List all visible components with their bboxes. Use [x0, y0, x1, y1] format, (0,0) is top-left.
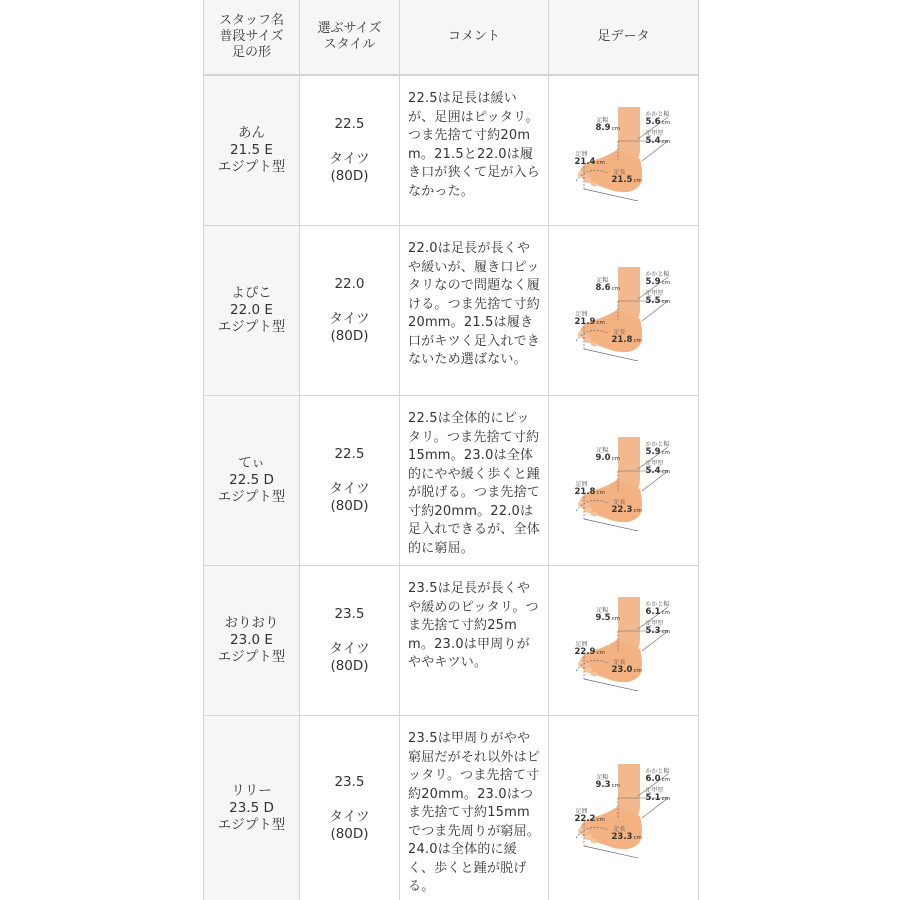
label-girth: 足囲 [575, 480, 588, 488]
foot-shape: エジプト型 [217, 816, 286, 833]
label-instep: 足甲厚 [645, 619, 664, 627]
label-width: 足幅 [596, 276, 609, 284]
label-girth: 足囲 [575, 310, 588, 318]
label-length: 足長 [613, 498, 626, 506]
table-row-4 [204, 565, 698, 715]
header-staff-line3: 足の形 [231, 45, 271, 60]
style-den: (80D) [330, 825, 369, 842]
comment-text: 23.5は足長が長くやや緩めのピッタリ。つま先捨て寸約25mm。23.0は甲周りがややキツい。 [408, 581, 539, 670]
style-den: (80D) [330, 658, 369, 674]
usual-size: 22.0 E [230, 302, 273, 318]
comment-cell [400, 396, 549, 565]
staff-cell [204, 226, 300, 395]
style-name: タイツ [329, 311, 370, 327]
value-heel: 6.0cm [645, 774, 670, 784]
style-name: タイツ [329, 151, 370, 167]
label-width: 足幅 [596, 774, 609, 781]
header-size-line1: 選ぶサイズ [317, 21, 382, 36]
label-heel: かかと幅 [645, 110, 670, 118]
usual-size: 21.5 E [230, 142, 273, 158]
chosen-size: 22.5 [334, 116, 365, 132]
usual-size: 22.5 D [229, 472, 274, 488]
table-header [204, 0, 698, 75]
value-girth: 21.4cm [574, 156, 605, 167]
label-length: 足長 [613, 328, 626, 336]
header-foot-data [549, 0, 698, 74]
size-cell [300, 226, 400, 395]
label-width: 足幅 [596, 446, 609, 454]
header-comment-label: コメント [447, 29, 500, 44]
comment-text: 23.5は甲周りがやや窮屈だがそれ以外はピッタリ。つま先捨て寸約20mm。23.0はつま先捨て寸約15mmでつま先周りが窮屈。24.0は全体的に緩く、歩くと踵が脱げる。 [408, 731, 541, 894]
foot-data-cell [549, 396, 698, 565]
table-row-3 [204, 395, 698, 565]
label-length: 足長 [613, 168, 626, 176]
value-girth: 22.9cm [574, 646, 605, 657]
foot-data-cell [549, 716, 698, 900]
header-size [300, 0, 400, 74]
chosen-size: 23.5 [334, 773, 365, 790]
table-row-2 [204, 225, 698, 395]
foot-shape: エジプト型 [217, 159, 286, 175]
foot-data-cell [549, 226, 698, 395]
chosen-size: 22.5 [334, 446, 365, 462]
staff-cell [204, 396, 300, 565]
value-length: 23.0cm [611, 664, 642, 675]
foot-diagram [574, 261, 674, 361]
comment-text: 22.5は足長は緩いが、足囲はピッタリ。つま先捨て寸約20mm。21.5と22.0は履き口が狭くて足が入らなかった。 [408, 91, 541, 199]
label-heel: かかと幅 [645, 600, 670, 608]
comment-text: 22.0は足長が長くやや緩いが、履き口ピッタリなので問題なく履ける。つま先捨て寸約20mm。21.5は履き口がキツく足入れできないため選ばない。 [408, 241, 541, 367]
label-length: 足長 [613, 658, 626, 666]
style-name: タイツ [329, 641, 370, 657]
value-width: 9.5cm [595, 612, 620, 623]
size-cell [300, 716, 400, 900]
label-width: 足幅 [596, 606, 609, 614]
value-width: 9.0cm [595, 452, 620, 463]
header-staff-line1: スタッフ名 [218, 13, 284, 28]
comment-cell [400, 76, 549, 225]
style-name: タイツ [329, 808, 370, 825]
value-instep: 5.1cm [645, 793, 670, 803]
staff-cell [204, 566, 300, 715]
header-size-line2: スタイル [323, 37, 376, 52]
header-comment [400, 0, 549, 74]
label-instep: 足甲厚 [645, 787, 664, 794]
label-length: 足長 [613, 826, 626, 833]
value-girth: 21.8cm [574, 486, 605, 497]
label-width: 足幅 [596, 116, 609, 124]
staff-cell [204, 716, 300, 900]
label-instep: 足甲厚 [645, 129, 664, 137]
size-cell [300, 76, 400, 225]
label-girth: 足囲 [575, 150, 588, 158]
style-den: (80D) [330, 168, 369, 184]
style-den: (80D) [330, 498, 369, 514]
value-heel: 6.1cm [645, 606, 670, 617]
foot-diagram [574, 758, 674, 858]
staff-name: リリー [231, 782, 272, 799]
foot-data-cell [549, 76, 698, 225]
foot-diagram [574, 431, 674, 531]
staff-name: よぴこ [231, 285, 272, 301]
value-girth: 21.9cm [574, 316, 605, 327]
comment-text: 22.5は全体的にピッタリ。つま先捨て寸約15mm。23.0は全体的にやや緩く歩くと踵が脱げる。つま先捨て寸約20mm。22.0は足入れできるが、全体的に窮屈。 [408, 411, 541, 556]
label-heel: かかと幅 [645, 270, 670, 278]
value-instep: 5.4cm [645, 135, 670, 146]
style-name: タイツ [329, 481, 370, 497]
chosen-size: 22.0 [334, 276, 365, 292]
value-length: 21.5cm [611, 174, 642, 185]
value-girth: 22.2cm [574, 814, 605, 824]
table-row-1 [204, 75, 698, 225]
label-girth: 足囲 [575, 640, 588, 648]
value-heel: 5.9cm [645, 446, 670, 457]
foot-shape: エジプト型 [217, 649, 286, 665]
comment-cell [400, 566, 549, 715]
staff-name: てぃ [238, 455, 265, 471]
usual-size: 23.0 E [230, 632, 273, 648]
chosen-size: 23.5 [334, 606, 365, 622]
comment-cell [400, 226, 549, 395]
value-width: 8.6cm [595, 282, 620, 293]
value-width: 9.3cm [595, 780, 620, 790]
value-instep: 5.4cm [645, 465, 670, 476]
label-instep: 足甲厚 [645, 459, 664, 467]
value-heel: 5.9cm [645, 276, 670, 287]
label-heel: かかと幅 [645, 768, 670, 775]
value-width: 8.9cm [595, 122, 620, 133]
foot-diagram [574, 591, 674, 691]
label-heel: かかと幅 [645, 440, 670, 448]
value-instep: 5.3cm [645, 625, 670, 636]
size-comparison-table [203, 0, 699, 900]
table-row-5 [204, 715, 698, 900]
comment-cell [400, 716, 549, 900]
foot-diagram [574, 101, 674, 201]
value-instep: 5.5cm [645, 295, 670, 306]
style-den: (80D) [330, 328, 369, 344]
value-length: 23.3cm [611, 832, 642, 842]
header-foot-data-label: 足データ [597, 29, 650, 44]
size-cell [300, 566, 400, 715]
value-length: 21.8cm [611, 334, 642, 345]
foot-data-cell [549, 566, 698, 715]
staff-name: あん [238, 125, 265, 141]
usual-size: 23.5 D [229, 799, 274, 816]
value-heel: 5.6cm [645, 116, 670, 127]
foot-shape: エジプト型 [217, 319, 286, 335]
foot-shape: エジプト型 [217, 489, 286, 505]
staff-cell [204, 76, 300, 225]
staff-name: おりおり [224, 615, 279, 631]
label-instep: 足甲厚 [645, 289, 664, 297]
label-girth: 足囲 [575, 808, 588, 815]
header-staff [204, 0, 300, 74]
header-staff-line2: 普段サイズ [219, 29, 284, 44]
value-length: 22.3cm [611, 504, 642, 515]
size-cell [300, 396, 400, 565]
